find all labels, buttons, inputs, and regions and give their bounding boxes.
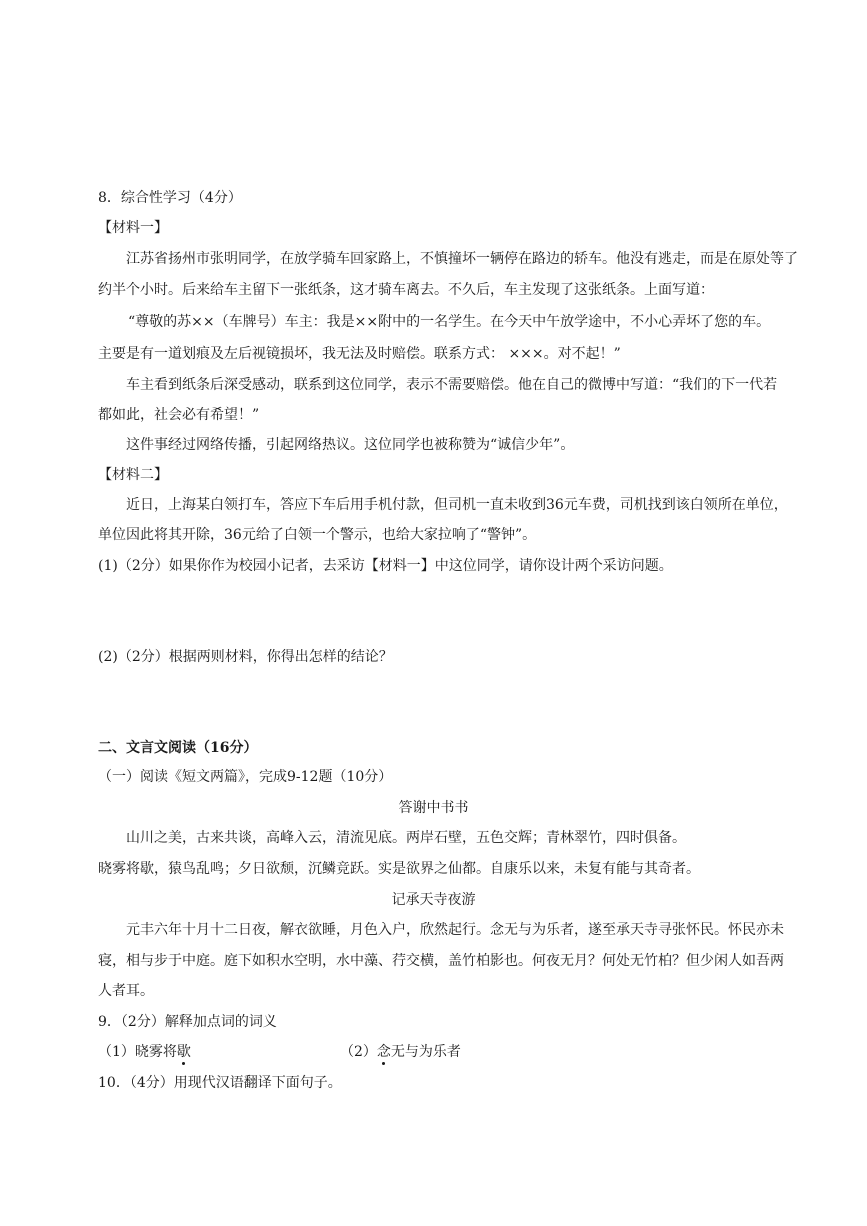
- material-1-paragraph-1-line-1: 江苏省扬州市张明同学，在放学骑车回家路上，不慎撞坏一辆停在路边的轿车。他没有逃走，而是在原处等了: [126, 251, 798, 267]
- q9-item-2-suffix: 无与为乐者: [390, 1044, 461, 1060]
- material-1-paragraph-1-line-2: 约半个小时。后来给车主留下一张纸条，这才骑车离去。不久后，车主发现了这张纸条。上面写道：: [98, 282, 714, 298]
- q9-item-2-dotted-word: 念: [376, 1044, 391, 1060]
- q9-title: 9．（2分）解释加点词的词义: [98, 1014, 277, 1030]
- text-2-line-2: 寝，相与步于中庭。庭下如积水空明，水中藻、荇交横，盖竹柏影也。何夜无月？何处无竹柏？但少闲人如吾两: [98, 953, 784, 969]
- text-2-title: 记承天寺夜游: [391, 892, 476, 908]
- q10-title: 10．（4分）用现代汉语翻译下面句子。: [98, 1075, 342, 1091]
- section-2-part-1-instruction: （一）阅读《短文两篇》，完成9-12题（10分）: [98, 769, 393, 785]
- q8-title: 8．综合性学习（4分）: [98, 190, 242, 206]
- material-1-note-line-2: 主要是有一道划痕及左后视镜损坏，我无法及时赔偿。联系方式： ×××。对不起！”: [98, 346, 621, 362]
- q8-subquestion-1: (1)（2分）如果你作为校园小记者，去采访【材料一】中这位同学，请你设计两个采访问题。: [98, 558, 673, 574]
- section-2-title: 二、文言文阅读（16分）: [98, 740, 258, 756]
- material-1-paragraph-4: 这件事经过网络传播，引起网络热议。这位同学也被称赞为“诚信少年”。: [126, 437, 575, 453]
- material-1-heading: 【材料一】: [98, 220, 168, 236]
- text-2-line-3: 人者耳。: [98, 983, 154, 999]
- q8-subquestion-2: (2)（2分）根据两则材料，你得出怎样的结论？: [98, 649, 393, 665]
- material-1-note-line-1: “尊敬的苏××（车牌号）车主：我是××附中的一名学生。在今天中午放学途中，不小心弄坏了您的车。: [128, 314, 771, 330]
- material-2-heading: 【材料二】: [98, 467, 168, 483]
- text-1-line-1: 山川之美，古来共谈，高峰入云，清流见底。两岸石壁，五色交辉；青林翠竹，四时俱备。: [126, 830, 686, 846]
- text-2-line-1: 元丰六年十月十二日夜，解衣欲睡，月色入户，欣然起行。念无与为乐者，遂至承天寺寻张怀民。怀民亦未: [126, 922, 784, 938]
- q9-item-1-prefix: （1）晓雾将: [98, 1044, 177, 1060]
- material-2-paragraph-line-2: 单位因此将其开除，36元给了白领一个警示，也给大家拉响了“警钟”。: [98, 527, 537, 543]
- q9-item-1: [98, 1043, 191, 1061]
- q9-item-1-dotted-word: 歇: [176, 1044, 191, 1060]
- material-1-paragraph-3-line-1: 车主看到纸条后深受感动，联系到这位同学，表示不需要赔偿。他在自己的微博中写道：“我们的下一代若: [126, 377, 778, 393]
- text-1-line-2: 晓雾将歇，猿鸟乱鸣；夕日欲颓，沉鳞竞跃。实是欲界之仙都。自康乐以来，未复有能与其奇者。: [98, 861, 700, 877]
- material-2-paragraph-line-1: 近日，上海某白领打车，答应下车后用手机付款，但司机一直未收到36元车费，司机找到该白领所在单位，: [126, 497, 788, 513]
- q9-item-2-prefix: （2）: [340, 1044, 377, 1060]
- text-1-title: 答谢中书书: [398, 800, 469, 816]
- q9-item-2: [340, 1043, 461, 1061]
- material-1-paragraph-3-line-2: 都如此，社会必有希望！”: [98, 407, 260, 423]
